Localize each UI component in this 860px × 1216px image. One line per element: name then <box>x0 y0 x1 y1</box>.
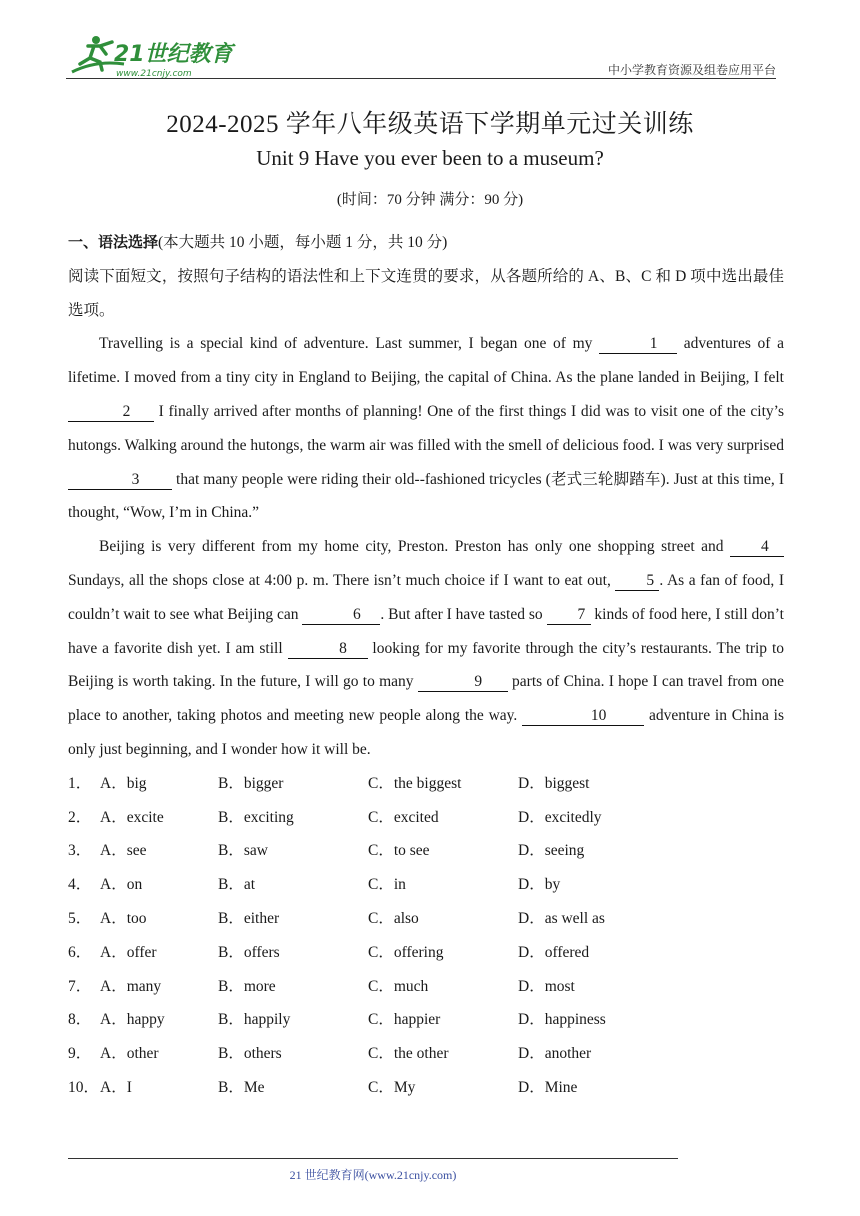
logo-icon <box>66 34 236 80</box>
question-number: 5． <box>68 909 92 927</box>
option-b[interactable]: B．at <box>218 876 256 894</box>
option-d[interactable]: D．another <box>518 1045 592 1063</box>
option-a[interactable]: A．many <box>100 977 162 995</box>
option-b[interactable]: B．more <box>218 977 276 995</box>
logo-url: www.21cnjy.com <box>116 69 192 79</box>
blank-10: 10 <box>522 707 644 726</box>
option-c[interactable]: C．the biggest <box>368 774 462 792</box>
option-d[interactable]: D．as well as <box>518 909 605 927</box>
passage-text: adventures of a lifetime. I moved from a tiny city in England to Beijing, the capital of China. As the plane landed in Beijing, I felt <box>68 335 784 387</box>
blank-3: 3 <box>68 471 172 490</box>
page-title: 2024-2025 学年八年级英语下学期单元过关训练 <box>166 111 694 138</box>
question-options-row <box>68 902 784 936</box>
question-options-row <box>68 970 784 1004</box>
question-number: 7． <box>68 977 92 995</box>
passage-text: kinds of food here, I still don’t have a favorite dish yet. I am still <box>68 605 784 657</box>
section-instruction: 阅读下面短文，按照句子结构的语法性和上下文连贯的要求，从各题所给的 A、B、C 和 D 项中选出最佳选项。 <box>68 267 784 319</box>
option-b[interactable]: B．offers <box>218 943 280 961</box>
logo-text: 21世纪教育 <box>114 42 233 67</box>
option-d[interactable]: D．most <box>518 977 575 995</box>
option-c[interactable]: C．much <box>368 977 429 995</box>
question-number: 1． <box>68 774 92 792</box>
option-a[interactable]: A．too <box>100 909 147 927</box>
blank-6: 6 <box>302 606 380 625</box>
question-number: 8． <box>68 1011 92 1029</box>
passage-text: Travelling is a special kind of adventure. Last summer, I began one of my <box>99 335 600 353</box>
passage-text: parts of China. I hope I can travel from one place to another, taking photos and meeting new people along the way. <box>68 673 784 725</box>
question-options-row <box>68 1071 784 1105</box>
option-c[interactable]: C．to see <box>368 842 430 860</box>
passage-text: that many people were riding their old--fashioned tricycles (老式三轮脚踏车). Just at this time, I thought, “Wow, I’m in China.” <box>68 470 784 522</box>
passage-text: Sundays, all the shops close at 4:00 p. m. There isn’t much choice if I want to eat out, <box>68 571 616 589</box>
question-number: 4． <box>68 876 92 894</box>
option-d[interactable]: D．offered <box>518 943 590 961</box>
question-number: 9． <box>68 1045 92 1063</box>
question-number: 3． <box>68 842 92 860</box>
option-a[interactable]: A．I <box>100 1078 132 1096</box>
exam-content <box>68 226 784 1105</box>
passage-text: Beijing is very different from my home city, Preston. Preston has only one shopping street and <box>99 538 730 556</box>
question-number: 2． <box>68 808 92 826</box>
question-options-row <box>68 1037 784 1071</box>
option-c[interactable]: C．the other <box>368 1045 449 1063</box>
option-a[interactable]: A．offer <box>100 943 157 961</box>
footer-divider <box>68 1158 678 1159</box>
option-a[interactable]: A．excite <box>100 808 164 826</box>
option-d[interactable]: D．Mine <box>518 1078 578 1096</box>
option-b[interactable]: B．others <box>218 1045 282 1063</box>
blank-2: 2 <box>68 403 154 422</box>
section-heading <box>68 226 784 260</box>
site-logo <box>66 34 236 80</box>
blank-4: 4 <box>730 538 784 557</box>
option-a[interactable]: A．on <box>100 876 143 894</box>
option-b[interactable]: B．saw <box>218 842 268 860</box>
question-options-row <box>68 868 784 902</box>
option-a[interactable]: A．other <box>100 1045 159 1063</box>
question-number: 10． <box>68 1078 100 1096</box>
option-b[interactable]: B．bigger <box>218 774 284 792</box>
passage-text: . But after I have tasted so <box>380 605 547 623</box>
passage-text: adventure in China is only just beginning, and I wonder how it will be. <box>68 707 784 758</box>
footer-text: 21 世纪教育网(www.21cnjy.com) <box>289 1168 457 1182</box>
option-a[interactable]: A．happy <box>100 1011 165 1029</box>
option-c[interactable]: C．My <box>368 1078 416 1096</box>
question-options-row <box>68 801 784 835</box>
question-options-row <box>68 834 784 868</box>
site-slogan: 中小学教育资源及组卷应用平台 <box>607 63 776 77</box>
passage-paragraph-1 <box>68 327 784 530</box>
section-title: 一、语法选择 <box>68 233 159 251</box>
option-c[interactable]: C．offering <box>368 943 444 961</box>
exam-info: (时间：70 分钟 满分：90 分) <box>336 192 524 208</box>
question-options-row <box>68 936 784 970</box>
option-b[interactable]: B．either <box>218 909 280 927</box>
option-b[interactable]: B．happily <box>218 1011 291 1029</box>
option-b[interactable]: B．Me <box>218 1078 265 1096</box>
passage-text: I finally arrived after months of planning! One of the first things I did was to visit one of the city’s hutongs. Walking around the hutongs, the warm air was filled with the smell of delicious food. I was very surprised <box>68 402 784 454</box>
blank-9: 9 <box>418 673 508 692</box>
page-header <box>0 0 860 90</box>
question-options-row <box>68 767 784 801</box>
option-c[interactable]: C．excited <box>368 808 439 826</box>
option-a[interactable]: A．big <box>100 774 147 792</box>
option-c[interactable]: C．happier <box>368 1011 441 1029</box>
question-number: 6． <box>68 943 92 961</box>
blank-5: 5 <box>615 572 659 591</box>
question-options-row <box>68 1003 784 1037</box>
option-b[interactable]: B．exciting <box>218 808 294 826</box>
header-divider <box>66 78 776 79</box>
passage-text: looking for my favorite through the city’s restaurants. The trip to Beijing is worth taking. In the future, I will go to many <box>68 639 784 691</box>
option-c[interactable]: C．in <box>368 876 406 894</box>
answer-options <box>68 767 784 1105</box>
blank-1: 1 <box>599 335 677 354</box>
unit-subtitle: Unit 9 Have you ever been to a museum? <box>256 146 604 170</box>
blank-8: 8 <box>288 640 368 659</box>
passage-paragraph-2 <box>68 530 784 767</box>
option-c[interactable]: C．also <box>368 909 419 927</box>
passage-text: . As a fan of food, I couldn’t wait to see what Beijing can <box>68 571 784 623</box>
option-d[interactable]: D．happiness <box>518 1011 606 1029</box>
section-note: (本大题共 10 小题，每小题 1 分，共 10 分) <box>158 234 448 251</box>
blank-7: 7 <box>547 606 591 625</box>
option-d[interactable]: D．biggest <box>518 774 590 792</box>
option-d[interactable]: D．seeing <box>518 842 585 860</box>
option-d[interactable]: D．excitedly <box>518 808 602 826</box>
option-d[interactable]: D．by <box>518 876 561 894</box>
option-a[interactable]: A．see <box>100 842 147 860</box>
